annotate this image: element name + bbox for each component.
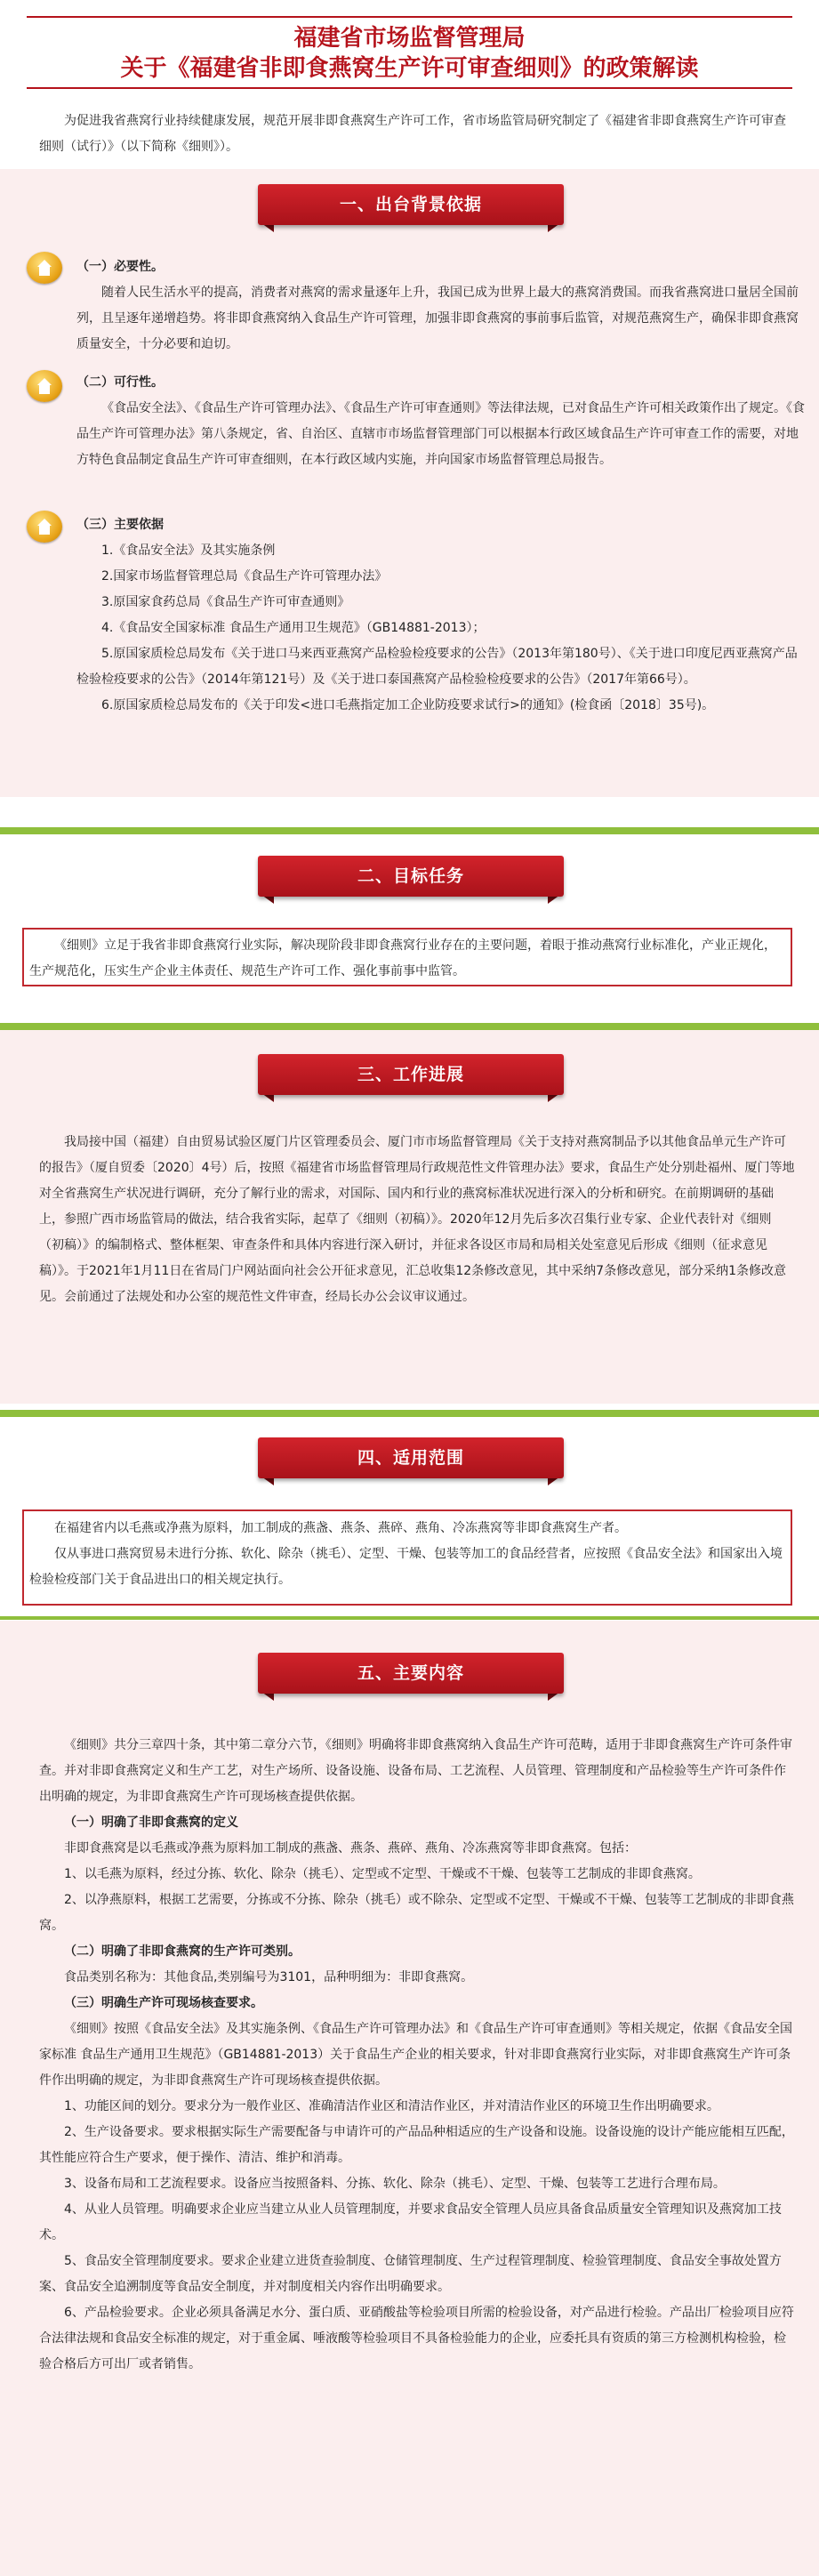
content-paragraph: 6、产品检验要求。企业必须具备满足水分、蛋白质、亚硝酸盐等检验项目所需的检验设备，对产品进行检验。产品出厂检验项目应符合法律法规和食品安全标准的规定，对于重金属、唾液酸等检验项目不具备检验能力的企业，应委托具有资质的第三方检测机构检验，检验合格后方可出厂或者销售。 — [39, 2306, 794, 2371]
content-heading: （一）明确了非即食燕窝的定义 — [64, 1815, 238, 1830]
section-1-title: 一、出台背景依据 — [339, 195, 482, 214]
header-title: 关于《福建省非即食燕窝生产许可审查细则》的政策解读 — [120, 55, 699, 82]
section-3-banner — [258, 1054, 564, 1102]
section-5-title: 五、主要内容 — [357, 1663, 464, 1683]
home-icon — [27, 370, 62, 402]
subsection-basis — [76, 512, 797, 538]
content-paragraph: 食品类别名称为：其他食品,类别编号为3101，品种明细为：非即食燕窝。 — [64, 1970, 474, 1984]
main-content — [39, 1733, 795, 2378]
basis-list — [76, 538, 809, 719]
goal-text: 《细则》立足于我省非即食燕窝行业实际，解决现阶段非即食燕窝行业存在的主要问题，着眼于推动燕窝行业标准化，产业正规化，生产规范化，压实生产企业主体责任、规范生产许可工作、强化事前事中监管。 — [29, 938, 776, 978]
content-paragraph: 4、从业人员管理。明确要求企业应当建立从业人员管理制度，并要求食品安全管理人员应具备食品质量安全管理知识及燕窝加工技术。 — [39, 2202, 782, 2242]
progress-text: 我局接中国（福建）自由贸易试验区厦门片区管理委员会、厦门市市场监督管理局《关于支持对燕窝制品予以其他食品单元生产许可的报告》（厦自贸委〔2020〕4号）后，按照《福建省市场监督管理局行政规范性文件管理办法》要求，食品生产处分别赴福州、厦门等地对全省燕窝生产状况进行调研，充分了解行业的需求，对国际、国内和行业的燕窝标准状况进行深入的分析和研究。在前期调研的基础上，参照广西市场监管局的做法，结合我省实际，起草了《细则（初稿）》。2020年12月先后多次召集行业专家、企业代表针对《细则（初稿）》的编制格式、整体框架、审查条件和具体内容进行深入研讨，并征求各设区市局和局相关处室意见后形成《细则（征求意见稿）》。于2021年1月11日在省局门户网站面向社会公开征求意见，汇总收集12条修改意见，其中采纳7条修改意见，部分采纳1条修改意见。会前通过了法规处和办公室的规范性文件审查，经局长办公会议审议通过。 — [39, 1135, 795, 1304]
subsection-necessity — [76, 254, 797, 280]
subsection-feasibility — [76, 370, 797, 396]
section-divider — [0, 1023, 819, 1030]
intro-paragraph: 为促进我省燕窝行业持续健康发展，规范开展非即食燕窝生产许可工作，省市场监管局研究制定了《福建省非即食燕窝生产许可审查细则（试行）》（以下简称《细则》）。 — [39, 114, 786, 154]
section-2-title: 二、目标任务 — [357, 866, 464, 886]
scope-text-1: 在福建省内以毛燕或净燕为原料，加工制成的燕盏、燕条、燕碎、燕角、冷冻燕窝等非即食燕窝生产者。 — [54, 1521, 627, 1535]
list-item: 6.原国家质检总局发布的《关于印发<进口毛燕指定加工企业防疫要求试行>的通知》(检食函〔2018〕35号)。 — [101, 698, 715, 712]
section-divider — [0, 827, 819, 834]
subsection-heading: （二）可行性。 — [76, 375, 164, 390]
content-paragraph: 1、功能区间的划分。要求分为一般作业区、准确清洁作业区和清洁作业区，并对清洁作业区的环境卫生作出明确要求。 — [64, 2099, 719, 2113]
header-agency: 福建省市场监督管理局 — [293, 25, 526, 52]
section-divider — [0, 1410, 819, 1417]
section-4-banner — [258, 1437, 564, 1485]
content-paragraph: 2、以净燕原料，根据工艺需要，分拣或不分拣、除杂（挑毛）或不除杂、定型或不定型、干燥或不干燥、包装等工艺制成的非即食燕窝。 — [39, 1893, 794, 1933]
header-bottom-rule — [27, 87, 792, 89]
home-icon — [27, 252, 62, 284]
section-4-title: 四、适用范围 — [357, 1448, 464, 1468]
section-1-banner — [258, 184, 564, 232]
content-paragraph: 3、设备布局和工艺流程要求。设备应当按照备料、分拣、软化、除杂（挑毛）、定型、干燥、包装等工艺进行合理布局。 — [64, 2177, 726, 2191]
subsection-heading: （三）主要依据 — [76, 518, 164, 532]
content-paragraph: 非即食燕窝是以毛燕或净燕为原料加工制成的燕盏、燕条、燕碎、燕角、冷冻燕窝等非即食燕窝。包括： — [64, 1841, 637, 1856]
feasibility-text: 《食品安全法》、《食品生产许可管理办法》、《食品生产许可审查通则》等法律法规，已对食品生产许可相关政策作出了规定。《食品生产许可管理办法》第八条规定，省、自治区、直辖市市场监督管理部门可以根据本行政区域食品生产许可审查工作的需要，对地方特色食品制定食品生产许可审查细则，在本行政区域内实施，并向国家市场监督管理总局报告。 — [76, 401, 805, 467]
content-heading: （二）明确了非即食燕窝的生产许可类别。 — [64, 1944, 301, 1959]
scope-text-2: 仅从事进口燕窝贸易未进行分拣、软化、除杂（挑毛）、定型、干燥、包装等加工的食品经营者，应按照《食品安全法》和国家出入境检验检疫部门关于食品进出口的相关规定执行。 — [29, 1547, 783, 1587]
section-2-banner — [258, 856, 564, 904]
list-item: 5.原国家质检总局发布《关于进口马来西亚燕窝产品检验检疫要求的公告》（2013年第180号）、《关于进口印度尼西亚燕窝产品检验检疫要求的公告》（2014年第121号）及《关于进口泰国燕窝产品检验检疫要求的公告》（2017年第66号）。 — [76, 647, 798, 687]
list-item: 1.《食品安全法》及其实施条例 — [101, 543, 276, 558]
home-icon — [27, 511, 62, 543]
list-item: 2.国家市场监督管理总局《食品生产许可管理办法》 — [101, 569, 388, 584]
header-top-rule — [27, 16, 792, 18]
list-item: 3.原国家食药总局《食品生产许可审查通则》 — [101, 595, 350, 609]
section-5-banner — [258, 1653, 564, 1701]
document-header — [0, 0, 819, 91]
content-paragraph: 5、食品安全管理制度要求。要求企业建立进货查验制度、仓储管理制度、生产过程管理制度、检验管理制度、食品安全事故处置方案、食品安全追溯制度等食品安全制度，并对制度相关内容作出明确要求。 — [39, 2254, 782, 2294]
necessity-text: 随着人民生活水平的提高，消费者对燕窝的需求量逐年上升，我国已成为世界上最大的燕窝消费国。而我省燕窝进口量居全国前列，且呈逐年递增趋势。将非即食燕窝纳入食品生产许可管理，加强非即食燕窝的事前事后监管，对规范燕窝生产，确保非即食燕窝质量安全，十分必要和迫切。 — [76, 286, 799, 351]
content-heading: （三）明确生产许可现场核查要求。 — [64, 1996, 263, 2010]
content-paragraph: 《细则》共分三章四十条，其中第二章分六节，《细则》明确将非即食燕窝纳入食品生产许可范畴，适用于非即食燕窝生产许可条件审查。并对非即食燕窝定义和生产工艺，对生产场所、设备设施、设备布局、工艺流程、人员管理、管理制度和产品检验等生产许可条件作出明确的规定，为非即食燕窝生产许可现场核查提供依据。 — [39, 1738, 792, 1804]
goal-box — [22, 928, 792, 986]
content-paragraph: 《细则》按照《食品安全法》及其实施条例、《食品生产许可管理办法》和《食品生产许可审查通则》等相关规定，依据《食品安全国家标准 食品生产通用卫生规范》（GB14881-2013）关于食品生产企业的相关要求，针对非即食燕窝行业实际，对非即食燕窝生产许可条件作出明确的规定，为非即食燕窝生产许可现场核查提供依据。 — [39, 2022, 792, 2088]
subsection-heading: （一）必要性。 — [76, 260, 164, 274]
section-divider — [0, 1616, 819, 1620]
scope-box — [22, 1509, 792, 1606]
content-paragraph: 2、生产设备要求。要求根据实际生产需要配备与申请许可的产品品种相适应的生产设备和设施。设备设施的设计产能应能相互匹配，其性能应符合生产要求，便于操作、清洁、维护和消毒。 — [39, 2125, 794, 2165]
content-paragraph: 1、以毛燕为原料，经过分拣、软化、除杂（挑毛）、定型或不定型、干燥或不干燥、包装等工艺制成的非即食燕窝。 — [64, 1867, 701, 1881]
section-3-title: 三、工作进展 — [357, 1065, 464, 1084]
list-item: 4.《食品安全国家标准 食品生产通用卫生规范》（GB14881-2013）； — [101, 621, 486, 635]
